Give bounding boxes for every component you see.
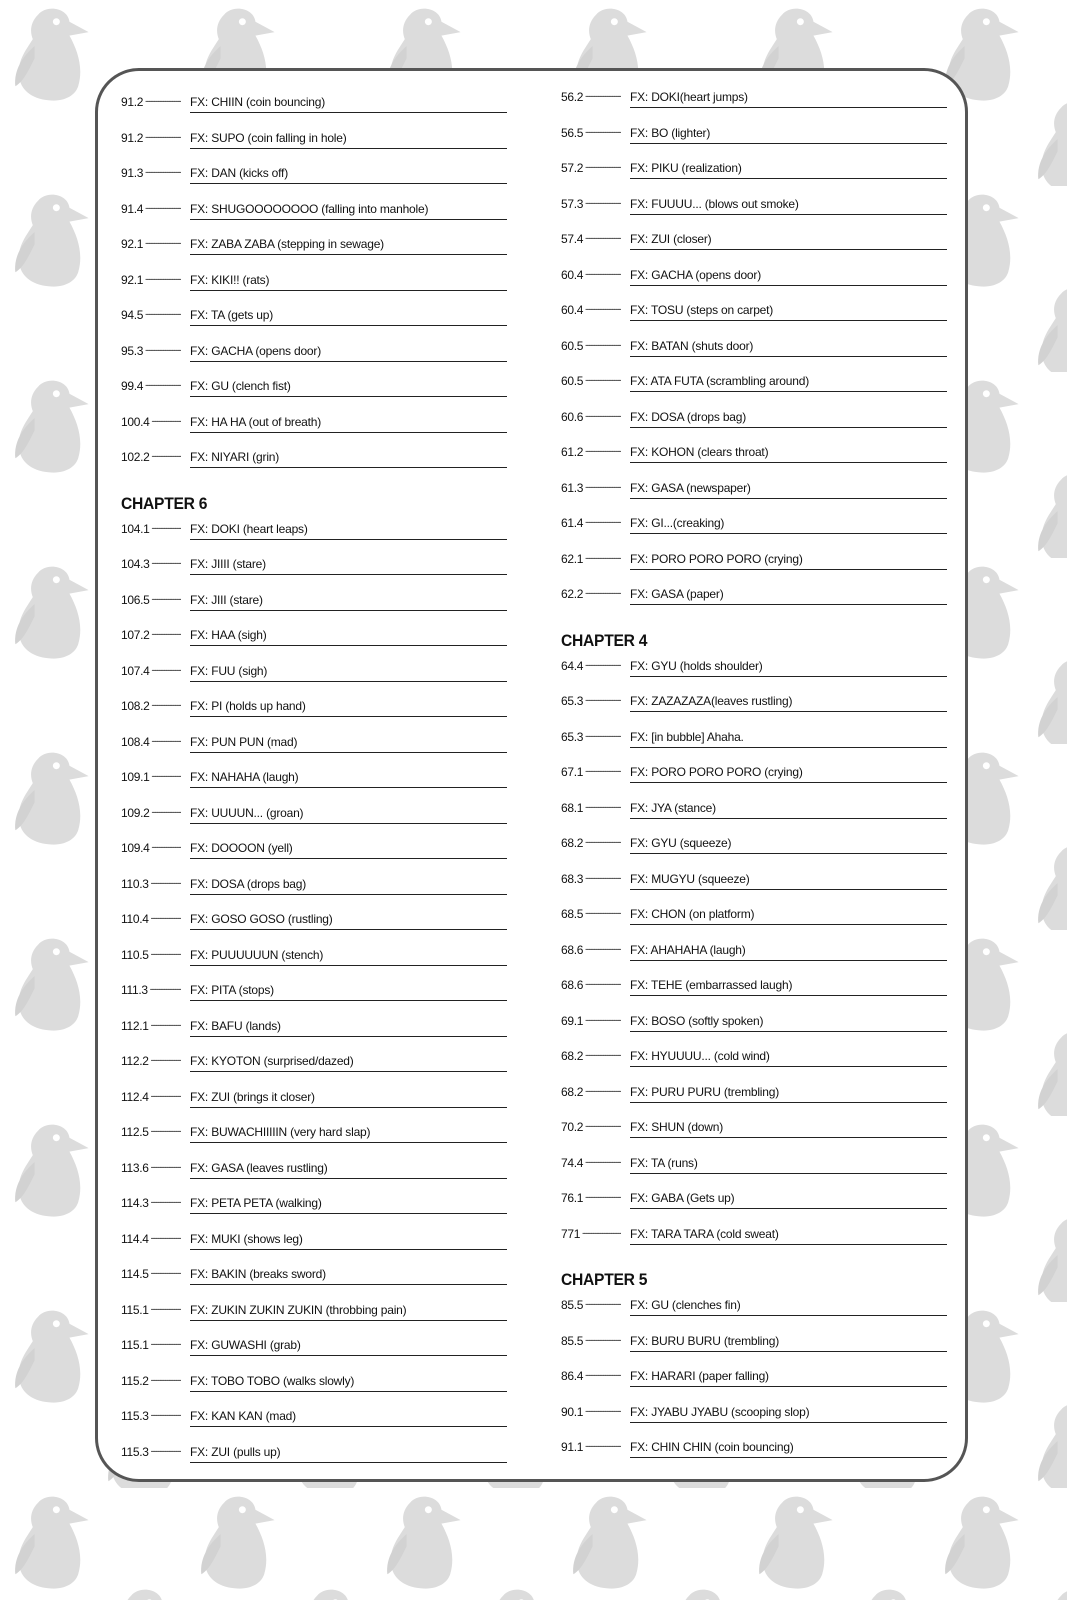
sound-effect-text: FX: BOSO (softly spoken) [630,1014,947,1032]
glossary-entry [121,1159,507,1195]
page-number: 68.5 ----- [561,907,621,921]
page-number: 109.1 ----- [121,770,181,784]
sound-effect-text: FX: CHON (on platform) [630,907,947,925]
glossary-entry [121,1123,507,1159]
sound-effect-text: FX: GOSO GOSO (rustling) [190,912,507,930]
sound-effect-text: FX: KYOTON (surprised/dazed) [190,1054,507,1072]
glossary-entry [561,976,947,1012]
glossary-entry [561,834,947,870]
glossary-entry [561,941,947,977]
glossary-entry [121,768,507,804]
sound-effect-text: FX: FUU (sigh) [190,664,507,682]
page-number: 112.2 ----- [121,1054,181,1068]
page-number: 70.2 ----- [561,1120,621,1134]
sound-effect-text: FX: ZUKIN ZUKIN ZUKIN (throbbing pain) [190,1303,507,1321]
sound-effect-text: FX: GASA (leaves rustling) [190,1161,507,1179]
page-number: 99.4 ----- [121,379,181,393]
glossary-entry [121,448,507,484]
sound-effect-text: FX: CHIN CHIN (coin bouncing) [630,1440,947,1458]
sound-effect-text: FX: NIYARI (grin) [190,450,507,468]
glossary-entry [561,1332,947,1368]
sound-effect-text: FX: TOBO TOBO (walks slowly) [190,1374,507,1392]
sound-effect-text: FX: JIII (stare) [190,593,507,611]
page-number: 107.4 ----- [121,664,181,678]
page-number: 110.4 ----- [121,912,181,926]
sound-effect-text: FX: PUN PUN (mad) [190,735,507,753]
page-number: 69.1 ----- [561,1014,621,1028]
glossary-entry [561,124,947,160]
glossary-entry [561,870,947,906]
page-number: 92.1 ----- [121,273,181,287]
glossary-entry [561,1189,947,1225]
sound-effect-text: FX: GYU (holds shoulder) [630,659,947,677]
glossary-entry [561,1403,947,1439]
sound-effect-text: FX: ZUI (closer) [630,232,947,250]
sound-effect-text: FX: UUUUN... (groan) [190,806,507,824]
glossary-entry [121,1443,507,1479]
sound-effect-text: FX: GACHA (opens door) [630,268,947,286]
glossary-entry [121,520,507,556]
glossary-entry [121,164,507,200]
glossary-entry [121,733,507,769]
sound-effect-text: FX: JYABU JYABU (scooping slop) [630,1405,947,1423]
sound-effect-text: FX: TEHE (embarrassed laugh) [630,978,947,996]
page-number: 85.5 ----- [561,1298,621,1312]
glossary-entry [121,591,507,627]
page-number: 113.6 ----- [121,1161,181,1175]
glossary-entry [561,1047,947,1083]
glossary-entry [121,1407,507,1443]
sound-effect-text: FX: PI (holds up hand) [190,699,507,717]
sound-effect-text: FX: GYU (squeeze) [630,836,947,854]
page-number: 68.2 ----- [561,1085,621,1099]
page-number: 100.4 ----- [121,415,181,429]
sound-effect-text: FX: ATA FUTA (scrambling around) [630,374,947,392]
glossary-entry [121,1017,507,1053]
page-number: 104.3 ----- [121,557,181,571]
sound-effect-text: FX: TARA TARA (cold sweat) [630,1227,947,1245]
sound-effect-text: FX: PITA (stops) [190,983,507,1001]
glossary-entry [561,1438,947,1474]
sound-effect-text: FX: [in bubble] Ahaha. [630,730,947,748]
sound-effect-text: FX: GASA (paper) [630,587,947,605]
sound-effect-text: FX: BAKIN (breaks sword) [190,1267,507,1285]
page-number: 86.4 ----- [561,1369,621,1383]
page-number: 95.3 ----- [121,344,181,358]
page-number: 110.5 ----- [121,948,181,962]
sound-effect-text: FX: PURU PURU (trembling) [630,1085,947,1103]
sound-effect-text: FX: PORO PORO PORO (crying) [630,765,947,783]
page-number: 85.5 ----- [561,1334,621,1348]
sound-effect-text: FX: SHUGOOOOOOOO (falling into manhole) [190,202,507,220]
page-number: 61.4 ----- [561,516,621,530]
glossary-entry [561,195,947,231]
glossary-entry [561,337,947,373]
sound-effect-text: FX: HYUUUU... (cold wind) [630,1049,947,1067]
page-number: 61.3 ----- [561,481,621,495]
glossary-entry [121,626,507,662]
page-number: 114.5 ----- [121,1267,181,1281]
page-number: 60.5 ----- [561,339,621,353]
page-number: 68.6 ----- [561,978,621,992]
page-number: 91.2 ----- [121,131,181,145]
glossary-entry [121,306,507,342]
page-number: 94.5 ----- [121,308,181,322]
glossary-entry [561,905,947,941]
page-number: 104.1 ----- [121,522,181,536]
page-number: 109.2 ----- [121,806,181,820]
page-number: 114.3 ----- [121,1196,181,1210]
page-number: 92.1 ----- [121,237,181,251]
sound-effect-text: FX: JYA (stance) [630,801,947,819]
page-number: 56.5 ----- [561,126,621,140]
glossary-entry [561,159,947,195]
sound-effect-text: FX: HAA (sigh) [190,628,507,646]
glossary-left-column [121,93,507,1478]
sound-effect-text: FX: TA (gets up) [190,308,507,326]
page-number: 68.2 ----- [561,836,621,850]
glossary-right-column [561,88,947,1474]
page-number: 108.2 ----- [121,699,181,713]
sound-effect-text: FX: BURU BURU (trembling) [630,1334,947,1352]
sound-effect-text: FX: PIKU (realization) [630,161,947,179]
page-number: 109.4 ----- [121,841,181,855]
sound-effect-text: FX: MUGYU (squeeze) [630,872,947,890]
page-number: 65.3 ----- [561,694,621,708]
page-number: 91.3 ----- [121,166,181,180]
page-number: 62.2 ----- [561,587,621,601]
glossary-entry [121,1301,507,1337]
page-number: 91.1 ----- [561,1440,621,1454]
glossary-entry [561,585,947,621]
page-number: 76.1 ----- [561,1191,621,1205]
page-number: 57.3 ----- [561,197,621,211]
glossary-entry [121,804,507,840]
page-number: 60.6 ----- [561,410,621,424]
page-number: 61.2 ----- [561,445,621,459]
sound-effect-text: FX: GI...(creaking) [630,516,947,534]
sound-effect-text: FX: GU (clenches fin) [630,1298,947,1316]
glossary-entry [121,1265,507,1301]
glossary-entry [121,129,507,165]
page-number: 68.2 ----- [561,1049,621,1063]
sound-effect-text: FX: DOOOON (yell) [190,841,507,859]
glossary-entry [561,266,947,302]
page-number: 112.5 ----- [121,1125,181,1139]
sound-effect-text: FX: KOHON (clears throat) [630,445,947,463]
glossary-entry [561,1367,947,1403]
sound-effect-text: FX: CHIIN (coin bouncing) [190,95,507,113]
glossary-entry [561,408,947,444]
sound-effect-text: FX: BUWACHIIIIIN (very hard slap) [190,1125,507,1143]
page-number: 102.2 ----- [121,450,181,464]
sound-effect-text: FX: KIKI!! (rats) [190,273,507,291]
sound-effect-text: FX: ZUI (brings it closer) [190,1090,507,1108]
page-number: 114.4 ----- [121,1232,181,1246]
page-number: 107.2 ----- [121,628,181,642]
glossary-entry [561,230,947,266]
glossary-entry [561,657,947,693]
page-number: 56.2 ----- [561,90,621,104]
glossary-entry [121,413,507,449]
glossary-entry [121,342,507,378]
page-number: 64.4 ----- [561,659,621,673]
sound-effect-text: FX: PORO PORO PORO (crying) [630,552,947,570]
glossary-entry [121,875,507,911]
sound-effect-text: FX: BAFU (lands) [190,1019,507,1037]
glossary-entry [121,235,507,271]
sound-effect-text: FX: SUPO (coin falling in hole) [190,131,507,149]
sound-effect-text: FX: FUUUU... (blows out smoke) [630,197,947,215]
glossary-entry [561,763,947,799]
sound-effect-text: FX: TA (runs) [630,1156,947,1174]
glossary-entry [561,550,947,586]
page-number: 115.3 ----- [121,1409,181,1423]
glossary-entry [121,271,507,307]
glossary-entry [561,479,947,515]
chapter-heading: CHAPTER 5 [561,1270,648,1289]
sound-effect-text: FX: MUKI (shows leg) [190,1232,507,1250]
page-number: 57.2 ----- [561,161,621,175]
glossary-entry [121,377,507,413]
page-number: 68.1 ----- [561,801,621,815]
glossary-entry [121,200,507,236]
sound-effect-text: FX: DAN (kicks off) [190,166,507,184]
sound-effect-text: FX: TOSU (steps on carpet) [630,303,947,321]
sound-effect-text: FX: HARARI (paper falling) [630,1369,947,1387]
page-number: 65.3 ----- [561,730,621,744]
glossary-entry [561,1154,947,1190]
page-number: 108.4 ----- [121,735,181,749]
page-number: 91.2 ----- [121,95,181,109]
glossary-entry [561,799,947,835]
page-number: 115.1 ----- [121,1303,181,1317]
page-number: 110.3 ----- [121,877,181,891]
sound-effect-text: FX: GASA (newspaper) [630,481,947,499]
glossary-entry [121,1336,507,1372]
sound-effect-text: FX: BATAN (shuts door) [630,339,947,357]
page-number: 68.3 ----- [561,872,621,886]
page-number: 106.5 ----- [121,593,181,607]
sound-effect-text: FX: GABA (Gets up) [630,1191,947,1209]
sound-effect-text: FX: JIIII (stare) [190,557,507,575]
sound-effect-text: FX: PUUUUUUN (stench) [190,948,507,966]
sound-effect-text: FX: GU (clench fist) [190,379,507,397]
glossary-entry [121,946,507,982]
page-number: 115.1 ----- [121,1338,181,1352]
page-number: 91.4 ----- [121,202,181,216]
glossary-entry [561,88,947,124]
sound-effect-text: FX: DOKI (heart leaps) [190,522,507,540]
glossary-entry [121,910,507,946]
page-number: 771 ----- [561,1227,621,1241]
sound-effect-text: FX: NAHAHA (laugh) [190,770,507,788]
page-number: 62.1 ----- [561,552,621,566]
glossary-entry [561,1083,947,1119]
glossary-entry [121,555,507,591]
sound-effect-text: FX: AHAHAHA (laugh) [630,943,947,961]
glossary-entry [561,514,947,550]
sound-effect-text: FX: HA HA (out of breath) [190,415,507,433]
glossary-entry [561,1118,947,1154]
glossary-entry [121,1088,507,1124]
glossary-entry [561,443,947,479]
glossary-entry [121,662,507,698]
page-number: 67.1 ----- [561,765,621,779]
page-number: 60.4 ----- [561,303,621,317]
page-number: 111.3 ----- [121,983,181,997]
sound-effect-text: FX: DOSA (drops bag) [630,410,947,428]
sound-effect-text: FX: BO (lighter) [630,126,947,144]
page-number: 60.5 ----- [561,374,621,388]
glossary-entry [561,1296,947,1332]
chapter-heading: CHAPTER 6 [121,493,208,513]
page-number: 90.1 ----- [561,1405,621,1419]
page-number: 57.4 ----- [561,232,621,246]
glossary-entry [561,301,947,337]
glossary-entry [121,1194,507,1230]
sound-effect-text: FX: GACHA (opens door) [190,344,507,362]
page-number: 112.1 ----- [121,1019,181,1033]
sound-effect-text: FX: DOSA (drops bag) [190,877,507,895]
sound-effect-text: FX: KAN KAN (mad) [190,1409,507,1427]
glossary-entry [121,1052,507,1088]
glossary-entry [561,1012,947,1048]
glossary-entry [121,1372,507,1408]
sound-effect-text: FX: SHUN (down) [630,1120,947,1138]
sound-effect-text: FX: ZAZAZAZA(leaves rustling) [630,694,947,712]
page-number: 74.4 ----- [561,1156,621,1170]
glossary-entry [121,697,507,733]
chapter-heading: CHAPTER 4 [561,630,648,650]
glossary-entry [121,93,507,129]
sound-effect-text: FX: ZUI (pulls up) [190,1445,507,1463]
page-number: 112.4 ----- [121,1090,181,1104]
page-number: 115.2 ----- [121,1374,181,1388]
sound-effect-text: FX: PETA PETA (walking) [190,1196,507,1214]
glossary-entry [121,839,507,875]
glossary-entry [561,1225,947,1261]
sound-effect-text: FX: DOKI(heart jumps) [630,90,947,108]
page-number: 60.4 ----- [561,268,621,282]
glossary-entry [561,692,947,728]
glossary-entry [561,728,947,764]
page-number: 115.3 ----- [121,1445,181,1459]
glossary-entry [121,1230,507,1266]
glossary-entry [561,372,947,408]
sound-effect-text: FX: ZABA ZABA (stepping in sewage) [190,237,507,255]
sound-effect-text: FX: GUWASHI (grab) [190,1338,507,1356]
glossary-entry [121,981,507,1017]
page-number: 68.6 ----- [561,943,621,957]
